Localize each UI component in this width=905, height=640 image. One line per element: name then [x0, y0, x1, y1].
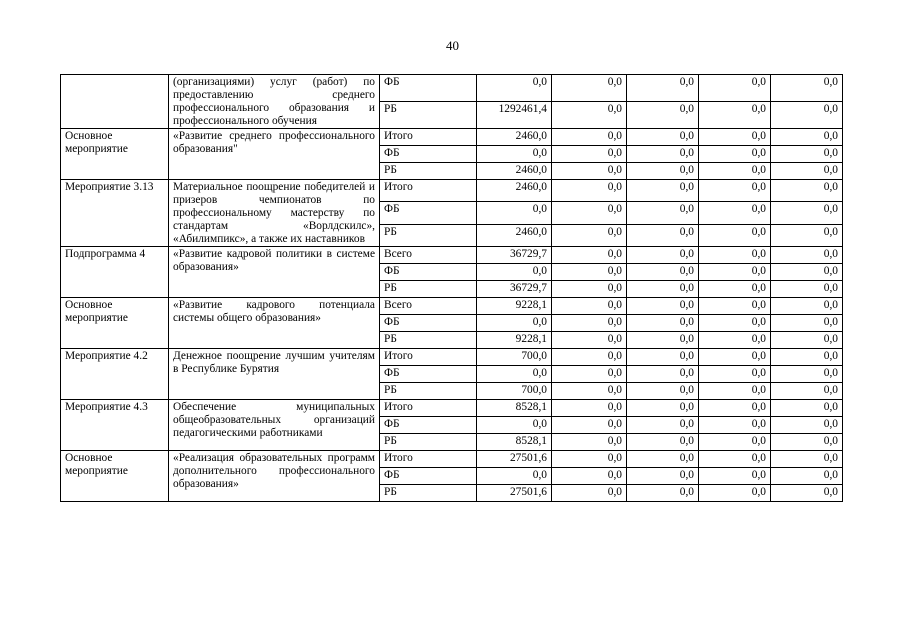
amount-cell: 0,0 [552, 163, 627, 180]
program-description-cell: (организациями) услуг (работ) по предоставлению среднего профессионального образования и профессионального обучения [169, 75, 380, 129]
amount-cell: 1292461,4 [477, 102, 552, 129]
amount-cell: 8528,1 [477, 434, 552, 451]
amount-cell: 0,0 [771, 298, 843, 315]
table-row [61, 75, 843, 102]
amount-cell: 0,0 [627, 247, 699, 264]
amount-cell: 0,0 [552, 202, 627, 224]
amount-cell: 0,0 [771, 349, 843, 366]
amount-cell: 0,0 [699, 146, 771, 163]
amount-cell: 8528,1 [477, 400, 552, 417]
amount-cell: 9228,1 [477, 332, 552, 349]
amount-cell: 27501,6 [477, 485, 552, 502]
funding-source-cell: РБ [380, 163, 477, 180]
program-description-cell: «Развитие среднего профессионального образования" [169, 129, 380, 180]
amount-cell: 0,0 [552, 129, 627, 146]
amount-cell: 0,0 [771, 468, 843, 485]
amount-cell: 700,0 [477, 349, 552, 366]
funding-source-cell: Итого [380, 129, 477, 146]
amount-cell: 0,0 [699, 468, 771, 485]
amount-cell: 0,0 [477, 468, 552, 485]
program-description-cell: Материальное поощрение победителей и призеров чемпионатов по профессиональному мастерству по стандартам «Ворлдскилс», «Абилимпикс», а также их наставников [169, 180, 380, 247]
amount-cell: 0,0 [627, 146, 699, 163]
funding-source-cell: ФБ [380, 315, 477, 332]
amount-cell: 0,0 [627, 417, 699, 434]
amount-cell: 0,0 [627, 468, 699, 485]
funding-source-cell: ФБ [380, 366, 477, 383]
program-name-cell: Основное мероприятие [61, 451, 169, 502]
amount-cell: 0,0 [771, 264, 843, 281]
amount-cell: 0,0 [552, 281, 627, 298]
funding-source-cell: РБ [380, 383, 477, 400]
amount-cell: 0,0 [699, 332, 771, 349]
amount-cell: 27501,6 [477, 451, 552, 468]
amount-cell: 0,0 [771, 202, 843, 224]
amount-cell: 0,0 [627, 332, 699, 349]
amount-cell: 0,0 [771, 129, 843, 146]
amount-cell: 0,0 [552, 224, 627, 246]
amount-cell: 0,0 [771, 315, 843, 332]
amount-cell: 0,0 [771, 366, 843, 383]
amount-cell: 0,0 [771, 400, 843, 417]
amount-cell: 0,0 [699, 451, 771, 468]
amount-cell: 0,0 [699, 75, 771, 102]
amount-cell: 0,0 [699, 281, 771, 298]
table-row [61, 129, 843, 146]
funding-source-cell: РБ [380, 332, 477, 349]
amount-cell: 0,0 [699, 366, 771, 383]
funding-source-cell: ФБ [380, 417, 477, 434]
amount-cell: 0,0 [552, 468, 627, 485]
amount-cell: 0,0 [627, 75, 699, 102]
amount-cell: 0,0 [552, 434, 627, 451]
table-row [61, 247, 843, 264]
funding-source-cell: Итого [380, 451, 477, 468]
amount-cell: 0,0 [552, 383, 627, 400]
amount-cell: 0,0 [699, 102, 771, 129]
amount-cell: 0,0 [699, 180, 771, 202]
amount-cell: 0,0 [771, 75, 843, 102]
table-row [61, 451, 843, 468]
amount-cell: 0,0 [699, 264, 771, 281]
amount-cell: 0,0 [477, 264, 552, 281]
program-name-cell: Основное мероприятие [61, 129, 169, 180]
amount-cell: 0,0 [477, 417, 552, 434]
amount-cell: 0,0 [699, 434, 771, 451]
program-description-cell: Обеспечение муниципальных общеобразовательных организаций педагогическими работниками [169, 400, 380, 451]
program-description-cell: Денежное поощрение лучшим учителям в Республике Бурятия [169, 349, 380, 400]
amount-cell: 0,0 [771, 224, 843, 246]
amount-cell: 0,0 [699, 129, 771, 146]
budget-table [60, 74, 843, 502]
amount-cell: 0,0 [771, 383, 843, 400]
amount-cell: 0,0 [627, 180, 699, 202]
program-name-cell: Подпрограмма 4 [61, 247, 169, 298]
program-name-cell: Мероприятие 4.2 [61, 349, 169, 400]
amount-cell: 0,0 [552, 264, 627, 281]
amount-cell: 0,0 [477, 75, 552, 102]
amount-cell: 0,0 [552, 400, 627, 417]
program-name-cell [61, 75, 169, 129]
amount-cell: 0,0 [771, 146, 843, 163]
program-name-cell: Мероприятие 4.3 [61, 400, 169, 451]
funding-source-cell: РБ [380, 434, 477, 451]
table-body [61, 75, 843, 502]
amount-cell: 0,0 [627, 434, 699, 451]
amount-cell: 0,0 [477, 146, 552, 163]
amount-cell: 0,0 [699, 298, 771, 315]
amount-cell: 0,0 [627, 102, 699, 129]
amount-cell: 0,0 [627, 202, 699, 224]
amount-cell: 0,0 [771, 434, 843, 451]
amount-cell: 0,0 [552, 298, 627, 315]
amount-cell: 0,0 [627, 383, 699, 400]
amount-cell: 0,0 [552, 146, 627, 163]
funding-source-cell: РБ [380, 281, 477, 298]
amount-cell: 0,0 [699, 400, 771, 417]
amount-cell: 0,0 [552, 332, 627, 349]
amount-cell: 0,0 [477, 202, 552, 224]
amount-cell: 2460,0 [477, 180, 552, 202]
amount-cell: 0,0 [699, 383, 771, 400]
funding-source-cell: РБ [380, 102, 477, 129]
amount-cell: 0,0 [699, 224, 771, 246]
funding-source-cell: Итого [380, 400, 477, 417]
amount-cell: 0,0 [771, 332, 843, 349]
program-name-cell: Мероприятие 3.13 [61, 180, 169, 247]
amount-cell: 0,0 [771, 102, 843, 129]
amount-cell: 0,0 [552, 451, 627, 468]
funding-source-cell: Итого [380, 180, 477, 202]
amount-cell: 0,0 [627, 129, 699, 146]
amount-cell: 0,0 [699, 349, 771, 366]
amount-cell: 0,0 [627, 281, 699, 298]
amount-cell: 0,0 [552, 349, 627, 366]
amount-cell: 0,0 [552, 180, 627, 202]
program-description-cell: «Реализация образовательных программ дополнительного профессионального образования» [169, 451, 380, 502]
amount-cell: 2460,0 [477, 129, 552, 146]
amount-cell: 0,0 [627, 315, 699, 332]
funding-source-cell: РБ [380, 224, 477, 246]
funding-source-cell: Всего [380, 247, 477, 264]
program-description-cell: «Развитие кадровой политики в системе образования» [169, 247, 380, 298]
amount-cell: 0,0 [552, 75, 627, 102]
amount-cell: 0,0 [552, 315, 627, 332]
amount-cell: 0,0 [627, 451, 699, 468]
amount-cell: 0,0 [477, 315, 552, 332]
amount-cell: 36729,7 [477, 247, 552, 264]
funding-source-cell: Всего [380, 298, 477, 315]
amount-cell: 0,0 [552, 485, 627, 502]
amount-cell: 0,0 [699, 202, 771, 224]
funding-source-cell: РБ [380, 485, 477, 502]
table-row [61, 180, 843, 202]
funding-source-cell: ФБ [380, 75, 477, 102]
amount-cell: 700,0 [477, 383, 552, 400]
amount-cell: 2460,0 [477, 163, 552, 180]
amount-cell: 0,0 [477, 366, 552, 383]
amount-cell: 0,0 [771, 163, 843, 180]
program-name-cell: Основное мероприятие [61, 298, 169, 349]
program-description-cell: «Развитие кадрового потенциала системы общего образования» [169, 298, 380, 349]
amount-cell: 0,0 [627, 264, 699, 281]
amount-cell: 0,0 [627, 400, 699, 417]
table-row [61, 400, 843, 417]
amount-cell: 2460,0 [477, 224, 552, 246]
amount-cell: 0,0 [627, 163, 699, 180]
table-row [61, 349, 843, 366]
table-row [61, 298, 843, 315]
amount-cell: 0,0 [771, 451, 843, 468]
amount-cell: 0,0 [552, 366, 627, 383]
funding-source-cell: ФБ [380, 146, 477, 163]
amount-cell: 0,0 [771, 180, 843, 202]
amount-cell: 0,0 [699, 247, 771, 264]
funding-source-cell: Итого [380, 349, 477, 366]
amount-cell: 0,0 [699, 485, 771, 502]
amount-cell: 0,0 [699, 417, 771, 434]
amount-cell: 0,0 [771, 485, 843, 502]
page-number: 40 [446, 38, 459, 53]
funding-source-cell: ФБ [380, 202, 477, 224]
amount-cell: 0,0 [552, 417, 627, 434]
amount-cell: 0,0 [699, 163, 771, 180]
amount-cell: 0,0 [771, 281, 843, 298]
amount-cell: 0,0 [552, 102, 627, 129]
amount-cell: 0,0 [627, 298, 699, 315]
amount-cell: 0,0 [627, 224, 699, 246]
funding-source-cell: ФБ [380, 264, 477, 281]
amount-cell: 9228,1 [477, 298, 552, 315]
amount-cell: 0,0 [699, 315, 771, 332]
amount-cell: 0,0 [627, 349, 699, 366]
amount-cell: 0,0 [627, 485, 699, 502]
amount-cell: 36729,7 [477, 281, 552, 298]
amount-cell: 0,0 [552, 247, 627, 264]
amount-cell: 0,0 [627, 366, 699, 383]
amount-cell: 0,0 [771, 247, 843, 264]
amount-cell: 0,0 [771, 417, 843, 434]
funding-source-cell: ФБ [380, 468, 477, 485]
